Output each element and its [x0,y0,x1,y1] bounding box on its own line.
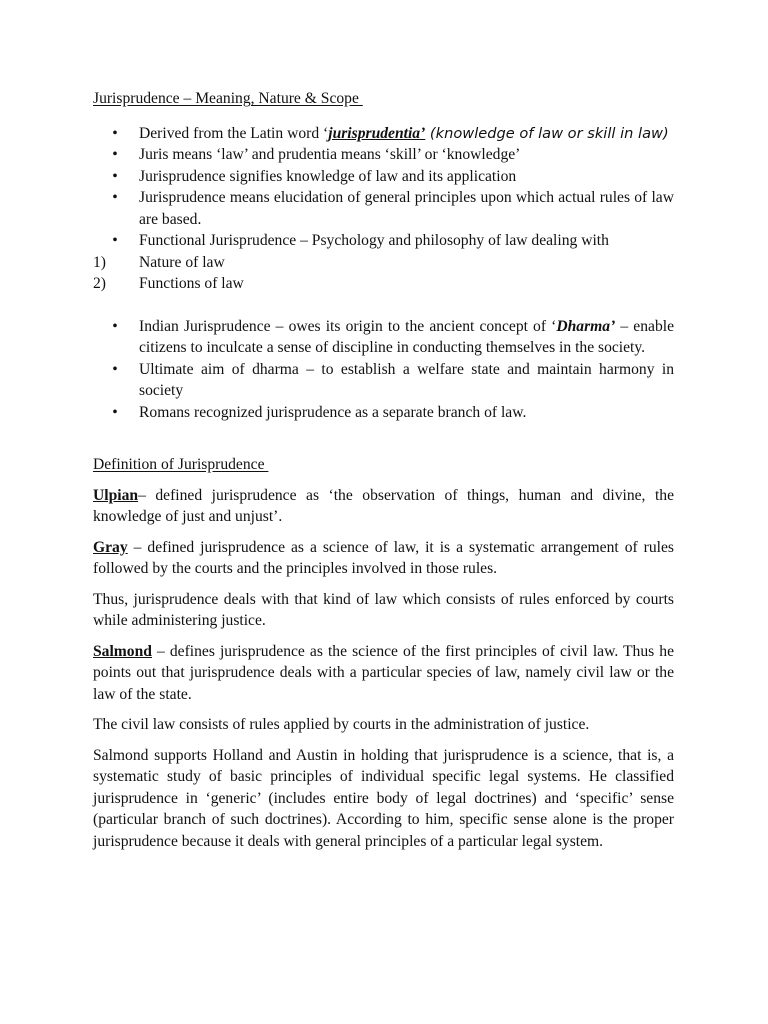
author-name: Ulpian [93,486,139,504]
numbered-list [93,252,674,295]
indian-bullet-list [93,316,674,424]
term-gloss: (knowledge of law or skill in law) [425,124,669,142]
bullet-icon: • [112,167,118,185]
salmond-paragraph [93,641,674,706]
bullet-text: Jurisprudence means elucidation of general principles upon which actual rules of law are based. [139,189,674,228]
page-title: Jurisprudence – Meaning, Nature & Scope [93,90,363,107]
list-text: Nature of law [139,253,225,271]
dharma-term: Dharma’ [556,317,616,335]
salmond-support-paragraph: Salmond supports Holland and Austin in holding that jurisprudence is a science, that is, a systematic study of basic principles of individual specific legal systems. He classified jurisprudence in ‘generic’ (includes entire body of legal doctrines) and ‘specific’ sense (particular branch of such doctrines). According to him, specific sense alone is the proper jurisprudence because it deals with general principles of a particular legal system. [93,746,674,850]
bullet-icon: • [112,146,118,163]
list-item [93,144,674,166]
list-number: 1) [93,253,106,271]
author-name: Gray [93,538,128,556]
list-item [93,166,674,188]
list-item [93,230,674,252]
list-item [93,359,674,402]
list-item [93,316,674,359]
bullet-icon: • [112,360,118,378]
paragraph-text: – defines jurisprudence as the science of the first principles of civil law. Thus he points out that jurisprudence deals with a particular species of law, namely civil law or the law of the state. [93,642,674,703]
author-name: Salmond [93,642,152,660]
bullet-text: Jurisprudence signifies knowledge of law and its application [139,167,517,185]
bullet-icon: • [112,317,118,335]
paragraph-text: – defined jurisprudence as a science of law, it is a systematic arrangement of rules followed by the courts and the principles involved in those rules. [93,538,674,577]
document-page [93,88,674,852]
list-item [93,252,674,274]
bullet-text: Functional Jurisprudence – Psychology and philosophy of law dealing with [139,232,609,249]
civil-law-paragraph: The civil law consists of rules applied by courts in the administration of justice. [93,716,590,733]
thus-paragraph: Thus, jurisprudence deals with that kind of law which consists of rules enforced by courts while administering justice. [93,590,674,629]
ulpian-paragraph [93,485,674,528]
bullet-icon: • [112,232,118,249]
list-item [93,187,674,230]
bullet-text: Romans recognized jurisprudence as a separate branch of law. [139,403,527,421]
bullet-text: Derived from the Latin word ‘ [139,124,329,142]
gray-paragraph [93,537,674,580]
list-item [93,402,674,424]
paragraph-text: – defined jurisprudence as ‘the observation of things, human and divine, the knowledge of just and unjust’. [93,486,674,525]
bullet-text: Ultimate aim of dharma – to establish a welfare state and maintain harmony in society [139,360,674,399]
list-text: Functions of law [139,275,244,292]
list-item [93,123,674,145]
definition-heading: Definition of Jurisprudence [93,456,269,473]
latin-term: jurisprudentia’ [328,124,426,142]
list-item [93,273,674,295]
intro-bullet-list [93,123,674,252]
bullet-text: – enable citizens to inculcate a sense of discipline in conducting themselves in the society. [139,317,674,356]
bullet-text: Juris means ‘law’ and prudentia means ‘skill’ or ‘knowledge’ [139,146,521,163]
bullet-icon: • [112,189,118,206]
bullet-icon: • [112,403,118,421]
bullet-text: Indian Jurisprudence – owes its origin to the ancient concept of ‘ [139,317,557,335]
bullet-icon: • [112,124,118,142]
list-number: 2) [93,275,106,292]
